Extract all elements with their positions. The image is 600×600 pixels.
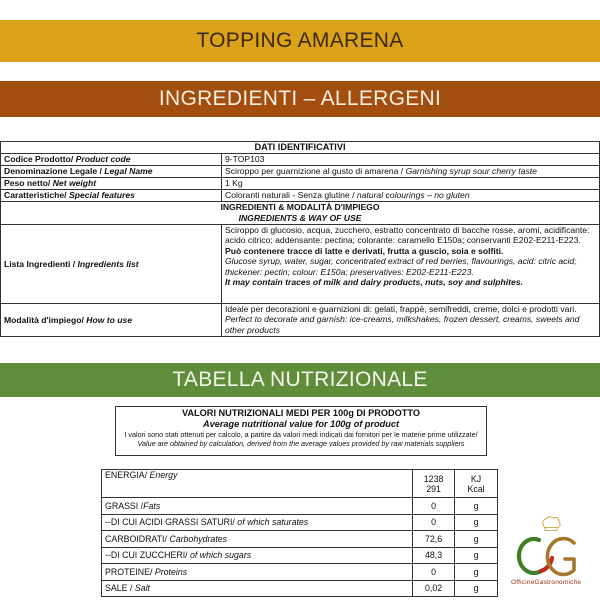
saturates-unit: g xyxy=(455,514,498,531)
ingredients-heading: INGREDIENTI – ALLERGENI xyxy=(158,87,442,110)
allergens-it: Può contenere tracce di latte e derivati, frutta a guscio, soia e solfiti. xyxy=(225,245,504,256)
table-row xyxy=(102,580,498,597)
product-title: TOPPING AMARENA xyxy=(196,29,404,52)
table-row xyxy=(1,154,600,166)
carbohydrates-label: CARBOIDRATI/ Carbohydrates xyxy=(102,531,413,548)
table-row xyxy=(1,190,600,202)
usage-en: Perfect to decorate and garnish: ice-creams, milkshakes, frozen dessert, creams, sweets and other products xyxy=(225,314,580,335)
salt-unit: g xyxy=(455,580,498,597)
sugars-unit: g xyxy=(455,547,498,564)
nutrition-table xyxy=(101,469,498,597)
nutrition-header xyxy=(115,406,487,456)
sugars-label: --DI CUI ZUCCHERI/ of which sugars xyxy=(102,547,413,564)
chef-hat-icon xyxy=(543,517,560,531)
table-row xyxy=(102,564,498,581)
table-row xyxy=(102,514,498,531)
proteins-value: 0 xyxy=(413,564,455,581)
carbohydrates-unit: g xyxy=(455,531,498,548)
proteins-label: PROTEINE/ Proteins xyxy=(102,564,413,581)
table-row xyxy=(102,470,498,498)
net-weight-label: Peso netto/ Net weight xyxy=(1,178,222,190)
salt-value: 0,02 xyxy=(413,580,455,597)
ident-header: DATI IDENTIFICATIVI xyxy=(1,142,600,154)
ingredients-band xyxy=(0,81,600,117)
table-row xyxy=(102,547,498,564)
table-row xyxy=(1,225,600,304)
nutrition-heading: TABELLA NUTRIZIONALE xyxy=(172,368,428,391)
nutrition-band xyxy=(0,363,600,397)
ingredients-it: Sciroppo di glucosio, acqua, zucchero, estratto concentrato di bacche rosse, aromi, acidificante: acido citrico; addensante: pectina; colorante: caramello E150a; conservanti E202-E211-E223. xyxy=(225,225,590,246)
nutrition-title: VALORI NUTRIZIONALI MEDI PER 100g DI PRODOTTO xyxy=(181,408,421,418)
table-row xyxy=(1,304,600,337)
special-features-value: Coloranti naturali - Senza glutine / natural colourings – no gluten xyxy=(222,190,600,202)
ingredients-list-value xyxy=(222,225,600,304)
title-band xyxy=(0,20,600,62)
special-features-label: Caratteristiche/ Special features xyxy=(1,190,222,202)
product-code-label: Codice Prodotto/ Product code xyxy=(1,154,222,166)
net-weight-value: 1 Kg xyxy=(222,178,600,190)
logo-name: OfficineGastronomiche xyxy=(511,579,582,586)
fats-label: GRASSI /Fats xyxy=(102,498,413,515)
table-row xyxy=(102,498,498,515)
energy-label: ENERGIA/ Energy xyxy=(102,470,413,498)
nutrition-note-en: Value are obtained by calculation, derived from the average values provided by raw materials suppliers xyxy=(137,439,465,448)
nutrition-note-it: I valori sono stati ottenuti per calcolo, a partire da valori medi indicati dai fornitori per le materie prime utilizzate/ xyxy=(124,430,478,439)
carbohydrates-value: 72,6 xyxy=(413,531,455,548)
ingredients-section-title: INGREDIENTI & MODALITÀ D'IMPIEGO INGREDIENTS & WAY OF USE xyxy=(1,202,600,225)
saturates-label: --DI CUI ACIDI GRASSI SATURI/ of which saturates xyxy=(102,514,413,531)
table-row xyxy=(1,166,600,178)
energy-unit: KJ Kcal xyxy=(455,470,498,498)
product-code-value: 9-TOP103 xyxy=(222,154,600,166)
ingredients-list-label: Lista Ingredienti / Ingredients list xyxy=(1,225,222,304)
usage-value xyxy=(222,304,600,337)
energy-value: 1238 291 xyxy=(413,470,455,498)
salt-label: SALE / Salt xyxy=(102,580,413,597)
usage-it: Ideale per decorazioni e guarnizioni di: gelati, frappè, semifreddi, creme, dolci e prodotti vari. xyxy=(225,304,577,314)
allergens-en: It may contain traces of milk and dairy products, nuts, soy and sulphites. xyxy=(225,277,523,288)
legal-name-label: Denominazione Legale / Legal Name xyxy=(1,166,222,178)
nutrition-subtitle: Average nutritional value for 100g of product xyxy=(202,418,400,429)
table-row xyxy=(1,178,600,190)
fats-value: 0 xyxy=(413,498,455,515)
sugars-value: 48,3 xyxy=(413,547,455,564)
ingredients-en: Glucose syrup, water, sugar, concentrated extract of red berries, flavourings, acid: citric acid; thickener: pectin; colour: E150a; preservatives: E202-E211-E223. xyxy=(225,256,577,277)
legal-name-value: Sciroppo per guarnizione al gusto di amarena / Garnishing syrup sour cherry taste xyxy=(222,166,600,178)
proteins-unit: g xyxy=(455,564,498,581)
saturates-value: 0 xyxy=(413,514,455,531)
identification-table xyxy=(0,141,600,337)
usage-label: Modalità d'impiego/ How to use xyxy=(1,304,222,337)
table-row xyxy=(102,531,498,548)
fats-unit: g xyxy=(455,498,498,515)
